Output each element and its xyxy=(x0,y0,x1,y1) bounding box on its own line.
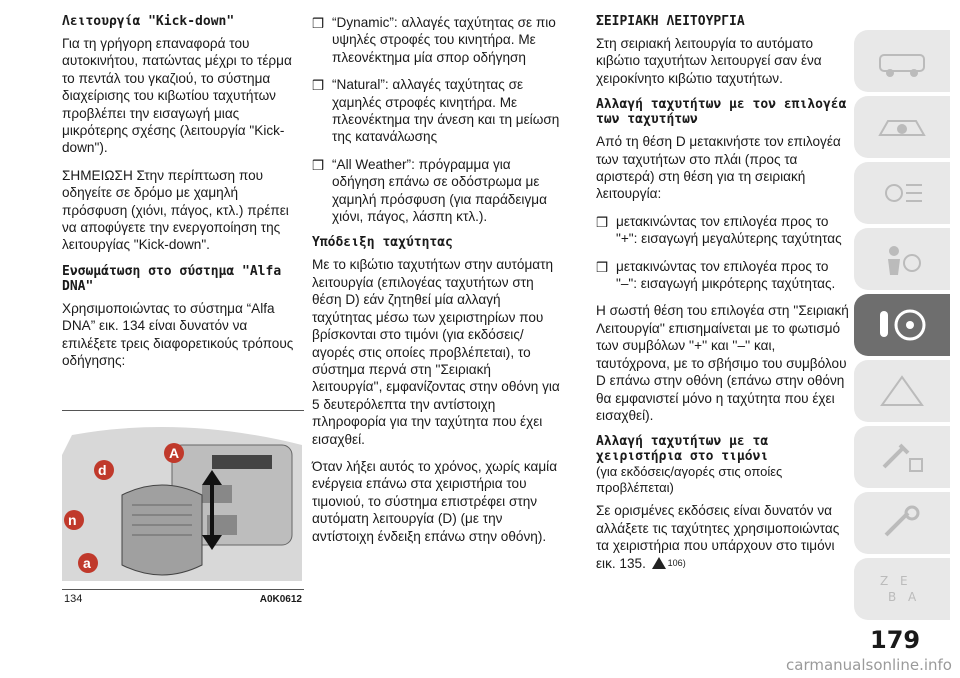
tab-emergency[interactable] xyxy=(854,426,950,488)
callout-a-upper: A xyxy=(169,445,180,461)
light-icon xyxy=(874,173,930,213)
heading-selector-shift: Αλλαγή ταχυτήτων με τον επιλογέα των ταχυτήτων xyxy=(596,97,847,128)
paragraph: Σε ορισμένες εκδόσεις είναι δυνατόν να αλλάξετε τις ταχύτητες χρησιμοποιώντας τα χειριστήρια που υπάρχουν στο τιμόνι εικ. 135. $^{106)}$ xyxy=(596,503,840,571)
paragraph: Με το κιβώτιο ταχυτήτων στην αυτόματη λειτουργία (επιλογέας ταχυτήτων στη θέση D) εάν ζητηθεί μία αλλαγή ταχύτητας μέσω των χειριστηρίων που βρίσκονται στο τιμόνι (για εκδόσεις/αγορές στις οποίες προβλέπεται), το σύστημα περνά στη ''Σειριακή λειτουργία'', εμφανίζοντας στην οθόνη για 5 δευτερόλεπτα την αντίστοιχη πληροφορία για την ταχύτητα που έχει εισαχθεί. xyxy=(312,257,560,447)
steering-wheel-icon xyxy=(874,305,930,345)
car-icon xyxy=(874,41,930,81)
paragraph: Η σωστή θέση του επιλογέα στη ''Σειριακή Λειτουργία'' επισημαίνεται με το φωτισμό των συμβόλων ''+'' και ''–'' και, ταυτόχρονα, με το σβήσιμο του συμβόλου D επάνω στην οθόνη (επάνω στην οθόνη θα εμφανιστεί μόνο η ταχύτητα που έχει εισαχθεί). xyxy=(596,303,849,423)
tab-driving[interactable] xyxy=(854,294,950,356)
paragraph: Στη σειριακή λειτουργία το αυτόματο κιβώτιο ταχυτήτων λειτουργεί σαν ένα χειροκίνητο κιβώτιο ταχυτήτων. xyxy=(596,36,822,86)
tab-car-info[interactable] xyxy=(854,30,950,92)
column-1 xyxy=(62,14,302,380)
heading-kick-down: Λειτουργία "Kick-down" xyxy=(62,14,235,29)
callout-n: n xyxy=(68,512,77,528)
heading-paddle-shift: Αλλαγή ταχυτήτων με τα χειριστήρια στο τιμόνι (για εκδόσεις/αγορές στις οποίες προβλέπεται) xyxy=(596,434,783,496)
figure-code: A0K0612 xyxy=(259,594,302,605)
wrench-icon xyxy=(874,503,930,543)
paragraph: Από τη θέση D μετακινήστε τον επιλογέα των ταχυτήτων στο πλάι (προς τα αριστερά) στη θέση για τη σειριακή λειτουργία: xyxy=(596,134,841,202)
list-item: ❒ “All Weather”: πρόγραμμα για οδήγηση επάνω σε οδόστρωμα με χαμηλή πρόσφυση (για παράδειγμα χιόνι, πάγος, λάσπη κτλ.). xyxy=(312,156,547,225)
figure-134 xyxy=(62,410,304,605)
svg-text:E: E xyxy=(900,574,908,588)
airbag-icon xyxy=(874,239,930,279)
tab-warning-lights[interactable] xyxy=(854,360,950,422)
tab-lights[interactable] xyxy=(854,162,950,224)
callout-a: a xyxy=(83,555,91,571)
list-item: ❒ “Dynamic”: αλλαγές ταχύτητας σε πιο υψηλές στροφές του κινητήρα. Με πλεονέκτημα μία σπορ οδήγηση xyxy=(312,15,556,65)
column-2 xyxy=(312,14,564,555)
paragraph-note: ΣΗΜΕΙΩΣΗ Στην περίπτωση που οδηγείτε σε δρόμο με χαμηλή πρόσφυση (χιόνι, πάγος, κτλ.) πρέπει να αποφύγετε την ενεργοποίηση της λειτουργίας "Kick-down". xyxy=(62,167,289,253)
car-detail-icon xyxy=(874,107,930,147)
paragraph: Χρησιμοποιώντας το σύστημα “Alfa DNA” εικ. 134 είναι δυνατόν να επιλέξετε τρεις διαφορετικούς τρόπους οδήγησης: xyxy=(62,300,294,369)
tab-index[interactable] xyxy=(854,558,950,620)
tab-vehicle-detail[interactable] xyxy=(854,96,950,158)
tab-safety[interactable] xyxy=(854,228,950,290)
warning-icon xyxy=(652,557,666,569)
svg-text:A: A xyxy=(908,590,917,604)
heading-sequential-mode: ΣΕΙΡΙΑΚΗ ΛΕΙΤΟΥΡΓΙΑ xyxy=(596,14,745,29)
paragraph: Όταν λήξει αυτός το χρόνος, χωρίς καμία ενέργεια επάνω στα χειριστήρια του τιμονιού, το σύστημα επιστρέφει στην αυτόματη λειτουργία (D) (με την αντίστοιχη ένδειξη επάνω στην οθόνη). xyxy=(312,458,558,544)
index-letters-icon xyxy=(874,569,930,609)
svg-text:Z: Z xyxy=(880,574,889,588)
page-number: 179 xyxy=(870,626,921,654)
heading-speed-indication: Υπόδειξη ταχύτητας xyxy=(312,235,453,251)
gear-selector-illustration xyxy=(62,415,304,581)
svg-text:B: B xyxy=(888,590,897,604)
callout-d: d xyxy=(98,462,107,478)
tool-icon xyxy=(874,437,930,477)
chapter-tabs xyxy=(854,30,960,624)
column-3 xyxy=(596,14,852,582)
list-item: ❒ “Natural”: αλλαγές ταχύτητας σε χαμηλές στροφές κινητήρα. Με πλεονέκτημα την άνεση και τη μείωση της κατανάλωσης xyxy=(312,77,560,145)
footnote-ref: 106) xyxy=(667,557,686,568)
watermark: carmanualsonline.info xyxy=(786,656,952,674)
tab-maintenance[interactable] xyxy=(854,492,950,554)
figure-number: 134 xyxy=(64,593,83,605)
paragraph: Για τη γρήγορη επαναφορά του αυτοκινήτου, πατώντας μέχρι το τέρμα το πεντάλ του γκαζιού, το σύστημα διαχείρισης του κιβωτίου ταχυτήτων προβλέπει την εισαγωγή μιας μικρότερης σχέσης (λειτουργία "Kick-down"). xyxy=(62,36,292,156)
list-item: ❒ μετακινώντας τον επιλογέα προς το "+": εισαγωγή μεγαλύτερης ταχύτητας xyxy=(596,213,842,247)
heading-alfa-dna: Ενσωμάτωση στο σύστημα "Alfa DNA" xyxy=(62,263,282,294)
warning-light-icon xyxy=(874,371,930,411)
list-item: ❒ μετακινώντας τον επιλογέα προς το "–": εισαγωγή μικρότερης ταχύτητας. xyxy=(596,258,836,292)
